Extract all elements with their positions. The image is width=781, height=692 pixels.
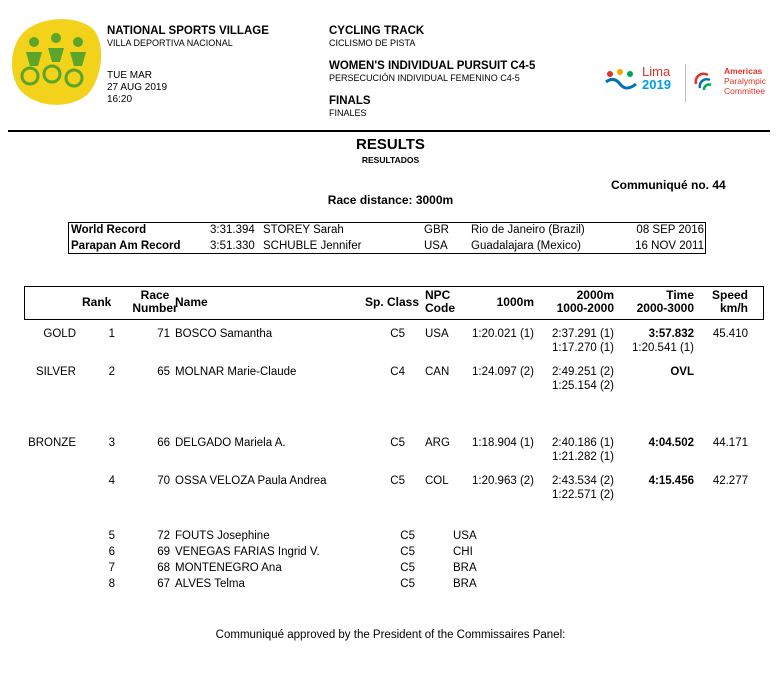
col-race-number-line2: Number xyxy=(132,301,178,315)
lima-logo-year: 2019 xyxy=(642,77,671,92)
final-time: 3:57.832 xyxy=(648,328,694,340)
race-number: 70 xyxy=(157,475,170,487)
race-number: 72 xyxy=(157,530,170,542)
split-1000m: 1:24.097 (2) xyxy=(471,366,534,378)
header-rule xyxy=(8,130,770,132)
apc-logo xyxy=(692,66,772,98)
medal-label: GOLD xyxy=(43,328,76,340)
split-1000m: 1:20.963 (2) xyxy=(471,475,534,487)
split-2000m: 2:43.534 (2) xyxy=(551,475,614,487)
col-rank: Rank xyxy=(82,295,112,309)
sport-class: C5 xyxy=(390,328,405,340)
sport-class: C4 xyxy=(390,366,405,378)
npc-code: USA xyxy=(425,328,449,340)
col-speed-line1: Speed xyxy=(711,288,748,302)
race-number: 67 xyxy=(157,578,170,590)
event-time: 16:20 xyxy=(107,94,133,105)
rank: 1 xyxy=(108,328,115,340)
npc-code: USA xyxy=(453,530,477,542)
record-label: World Record xyxy=(71,224,147,236)
col-2000m xyxy=(540,289,614,315)
split-2000m: 2:40.186 (1) xyxy=(551,437,614,449)
athlete-name: ALVES Telma xyxy=(175,578,245,590)
npc-code: CAN xyxy=(425,366,450,378)
npc-code: CHI xyxy=(453,546,473,558)
communique-number: Communiqué no. 44 xyxy=(611,178,726,192)
record-npc: GBR xyxy=(424,224,449,236)
rank: 3 xyxy=(108,437,115,449)
rank: 6 xyxy=(108,546,115,558)
athlete-name: VENEGAS FARIAS Ingrid V. xyxy=(175,546,320,558)
phase-name: FINALS xyxy=(329,95,371,107)
col-sp-class: Sp. Class xyxy=(365,295,420,309)
split-1000m: 1:18.904 (1) xyxy=(471,437,534,449)
sport-class: C5 xyxy=(390,437,405,449)
col-time-line2: 2000-3000 xyxy=(636,301,694,315)
medal-label: SILVER xyxy=(35,366,76,378)
logo-divider xyxy=(685,64,686,102)
record-date: 16 NOV 2011 xyxy=(635,240,704,252)
split-1000-2000: 1:21.282 (1) xyxy=(551,451,614,463)
col-time-line1: Time xyxy=(666,288,694,302)
phase-name-es: FINALES xyxy=(329,108,367,118)
col-npc-line2: Code xyxy=(425,301,455,315)
col-2000m-line1: 2000m xyxy=(576,288,614,302)
col-speed-line2: km/h xyxy=(719,301,748,315)
event-name-es: PERSECUCIÓN INDIVIDUAL FEMENINO C4-5 xyxy=(329,73,520,83)
athlete-name: BOSCO Samantha xyxy=(175,328,273,340)
sport-class: C5 xyxy=(390,475,405,487)
race-distance: Race distance: 3000m xyxy=(327,193,454,207)
athlete-name: MONTENEGRO Ana xyxy=(175,562,282,574)
rank: 2 xyxy=(108,366,115,378)
split-1000-2000: 1:17.270 (1) xyxy=(551,342,614,354)
results-title: RESULTS xyxy=(356,136,425,153)
record-label: Parapan Am Record xyxy=(71,240,181,252)
race-number: 68 xyxy=(157,562,170,574)
col-speed xyxy=(700,289,748,315)
rank: 4 xyxy=(108,475,115,487)
sport-name-es: CICLISMO DE PISTA xyxy=(329,38,416,48)
sport-class: C5 xyxy=(400,578,415,590)
lima-logo-text: Lima xyxy=(642,64,671,79)
athlete-name: MOLNAR Marie-Claude xyxy=(175,366,297,378)
split-2000m: 2:49.251 (2) xyxy=(551,366,614,378)
event-name: WOMEN'S INDIVIDUAL PURSUIT C4-5 xyxy=(329,60,536,72)
sport-class: C5 xyxy=(400,530,415,542)
cycling-logo xyxy=(8,12,104,108)
race-number: 66 xyxy=(157,437,170,449)
final-time: 4:04.502 xyxy=(648,437,694,449)
record-time: 3:51.330 xyxy=(210,240,255,252)
speed-kmh: 42.277 xyxy=(712,475,748,487)
race-number: 71 xyxy=(157,328,170,340)
split-2000m: 2:37.291 (1) xyxy=(551,328,614,340)
venue-name: NATIONAL SPORTS VILLAGE xyxy=(107,25,269,37)
speed-kmh: 44.171 xyxy=(712,437,748,449)
split-1000m: 1:20.021 (1) xyxy=(471,328,534,340)
event-date: 27 AUG 2019 xyxy=(107,82,168,93)
record-holder: STOREY Sarah xyxy=(263,224,344,236)
apc-line-2: Paralympic xyxy=(724,76,767,86)
col-name: Name xyxy=(175,295,208,309)
sport-class: C5 xyxy=(400,562,415,574)
npc-code: BRA xyxy=(453,578,477,590)
apc-line-1: Americas xyxy=(724,66,763,76)
results-title-es: RESULTADOS xyxy=(361,155,420,165)
medal-label: BRONZE xyxy=(28,437,76,449)
sport-name: CYCLING TRACK xyxy=(329,25,425,37)
npc-code: BRA xyxy=(453,562,477,574)
split-2000-3000: 1:20.541 (1) xyxy=(631,342,694,354)
col-npc xyxy=(425,289,455,315)
split-1000-2000: 1:22.571 (2) xyxy=(551,489,614,501)
record-place: Guadalajara (Mexico) xyxy=(471,240,581,252)
athlete-name: DELGADO Mariela A. xyxy=(175,437,286,449)
final-time: 4:15.456 xyxy=(648,475,694,487)
rank: 7 xyxy=(108,562,115,574)
col-2000m-line2: 1000-2000 xyxy=(556,301,614,315)
record-time: 3:31.394 xyxy=(210,224,255,236)
record-npc: USA xyxy=(424,240,448,252)
lima-2019-logo xyxy=(604,64,682,96)
speed-kmh: 45.410 xyxy=(712,328,748,340)
record-holder: SCHUBLE Jennifer xyxy=(263,240,362,252)
race-number: 65 xyxy=(157,366,170,378)
final-time: OVL xyxy=(670,366,694,378)
event-day: TUE MAR xyxy=(107,70,152,81)
record-date: 08 SEP 2016 xyxy=(636,224,704,236)
record-place: Rio de Janeiro (Brazil) xyxy=(471,224,585,236)
rank: 5 xyxy=(108,530,115,542)
athlete-name: OSSA VELOZA Paula Andrea xyxy=(175,475,327,487)
rank: 8 xyxy=(108,578,115,590)
race-number: 69 xyxy=(157,546,170,558)
col-npc-line1: NPC xyxy=(425,288,451,302)
sport-class: C5 xyxy=(400,546,415,558)
footer-approval: Communiqué approved by the President of the Commissaires Panel: xyxy=(215,629,566,641)
athlete-name: FOUTS Josephine xyxy=(175,530,270,542)
apc-line-3: Committee xyxy=(724,86,766,96)
col-race-number-line1: Race xyxy=(140,288,170,302)
col-1000m: 1000m xyxy=(496,295,534,309)
venue-name-es: VILLA DEPORTIVA NACIONAL xyxy=(107,38,233,48)
npc-code: COL xyxy=(425,475,449,487)
col-time xyxy=(620,289,694,315)
npc-code: ARG xyxy=(425,437,450,449)
split-1000-2000: 1:25.154 (2) xyxy=(551,380,614,392)
